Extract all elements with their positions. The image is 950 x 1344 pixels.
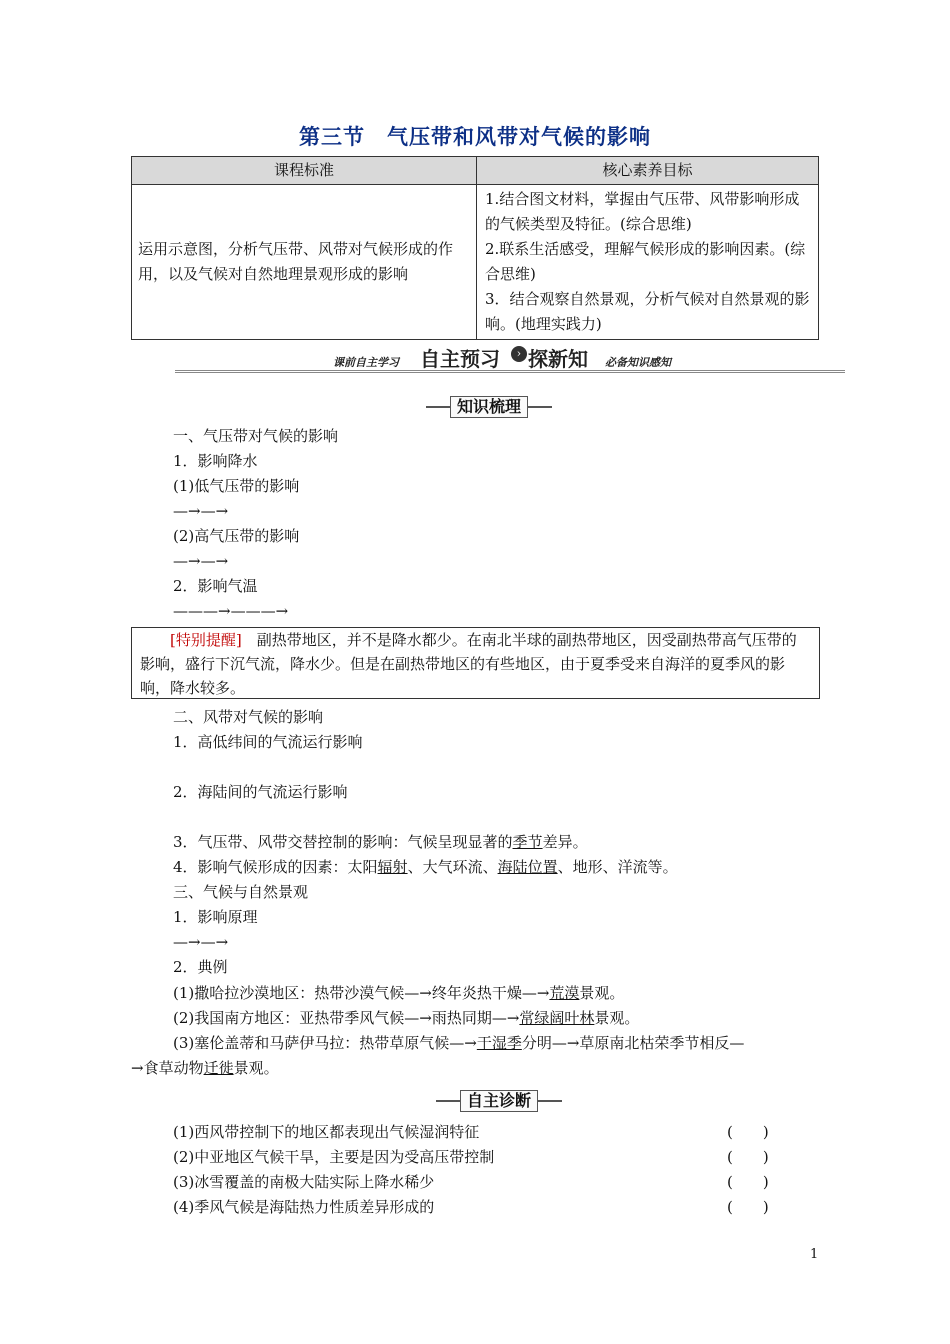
diagnosis-item: (4)季风气候是海陆热力性质差异形成的 (173, 1198, 435, 1216)
heading-1-2: 2．影响气温 (173, 577, 258, 595)
answer-blank[interactable]: ( ) (727, 1198, 769, 1216)
answer-blank[interactable]: ( ) (727, 1173, 769, 1191)
goal-item: 2.联系生活感受，理解气候形成的影响因素。(综合思维) (485, 240, 806, 283)
flow-arrows: —→—→ (173, 502, 229, 520)
section-tag-diagnosis: 自主诊断 (436, 1090, 562, 1112)
goal-item: 1.结合图文材料，掌握由气压带、风带影响形成的气候类型及特征。(综合思维) (485, 190, 800, 233)
chevron-right-icon: › (511, 346, 527, 362)
heading-1-1b: (2)高气压带的影响 (173, 527, 300, 545)
heading-2: 二、风带对气候的影响 (173, 708, 324, 726)
flow-arrows: —→—→ (173, 552, 229, 570)
heading-3: 三、气候与自然景观 (173, 883, 309, 901)
table-header-standard: 课程标准 (132, 157, 477, 185)
reminder-text: 副热带地区，并不是降水都少。在南北半球的副热带地区，因受副热带高气压带的影响，盛行下沉气流，降水少。但是在副热带地区的有些地区，由于夏季受来自海洋的夏季风的影响，降水较多。 (140, 631, 797, 697)
banner-main-right: 探新知 (528, 347, 588, 371)
heading-1: 一、气压带对气候的影响 (173, 427, 339, 445)
heading-2-4: 4．影响气候形成的因素：太阳辐射、大气环流、海陆位置、地形、洋流等。 (173, 858, 678, 876)
diagnosis-item: (2)中亚地区气候干旱，主要是因为受高压带控制 (173, 1148, 495, 1166)
standards-table (131, 156, 819, 340)
answer-blank[interactable]: ( ) (727, 1123, 769, 1141)
goal-item: 3．结合观察自然景观，分析气候对自然景观的影响。(地理实践力) (485, 290, 810, 333)
heading-2-3: 3．气压带、风带交替控制的影响：气候呈现显著的季节差异。 (173, 833, 588, 851)
heading-3-1: 1．影响原理 (173, 908, 258, 926)
diagnosis-item: (1)西风带控制下的地区都表现出气候湿润特征 (173, 1123, 480, 1141)
heading-2-1: 1．高低纬间的气流运行影响 (173, 733, 363, 751)
heading-2-2: 2．海陆间的气流运行影响 (173, 783, 348, 801)
example-3: (3)塞伦盖蒂和马萨伊马拉：热带草原气候—→干湿季分明—→草原南北枯荣季节相反— (173, 1034, 745, 1052)
section-banner (175, 343, 845, 373)
goals-cell (477, 185, 819, 340)
page-number: 1 (810, 1247, 819, 1262)
example-2: (2)我国南方地区：亚热带季风气候—→雨热同期—→常绿阔叶林景观。 (173, 1009, 640, 1027)
reminder-label: [特别提醒] (170, 631, 242, 649)
page-title: 第三节 气压带和风带对气候的影响 (299, 125, 651, 149)
heading-3-2: 2．典例 (173, 958, 228, 976)
example-1: (1)撒哈拉沙漠地区：热带沙漠气候—→终年炎热干燥—→荒漠景观。 (173, 984, 625, 1002)
heading-1-1a: (1)低气压带的影响 (173, 477, 300, 495)
banner-right-label: 必备知识感知 (605, 356, 671, 369)
section-tag-knowledge: 知识梳理 (426, 396, 552, 418)
banner-left-label: 课前自主学习 (333, 356, 399, 369)
banner-main-left: 自主预习 (420, 347, 500, 371)
diagnosis-item: (3)冰雪覆盖的南极大陆实际上降水稀少 (173, 1173, 435, 1191)
flow-arrows: ———→———→ (173, 602, 289, 620)
flow-arrows: —→—→ (173, 933, 229, 951)
example-3-cont: →食草动物迁徙景观。 (131, 1059, 279, 1077)
answer-blank[interactable]: ( ) (727, 1148, 769, 1166)
table-header-goals: 核心素养目标 (477, 157, 819, 185)
heading-1-1: 1．影响降水 (173, 452, 258, 470)
standard-text: 运用示意图，分析气压带、风带对气候形成的作用，以及气候对自然地理景观形成的影响 (132, 185, 477, 340)
special-reminder-box (131, 627, 820, 699)
